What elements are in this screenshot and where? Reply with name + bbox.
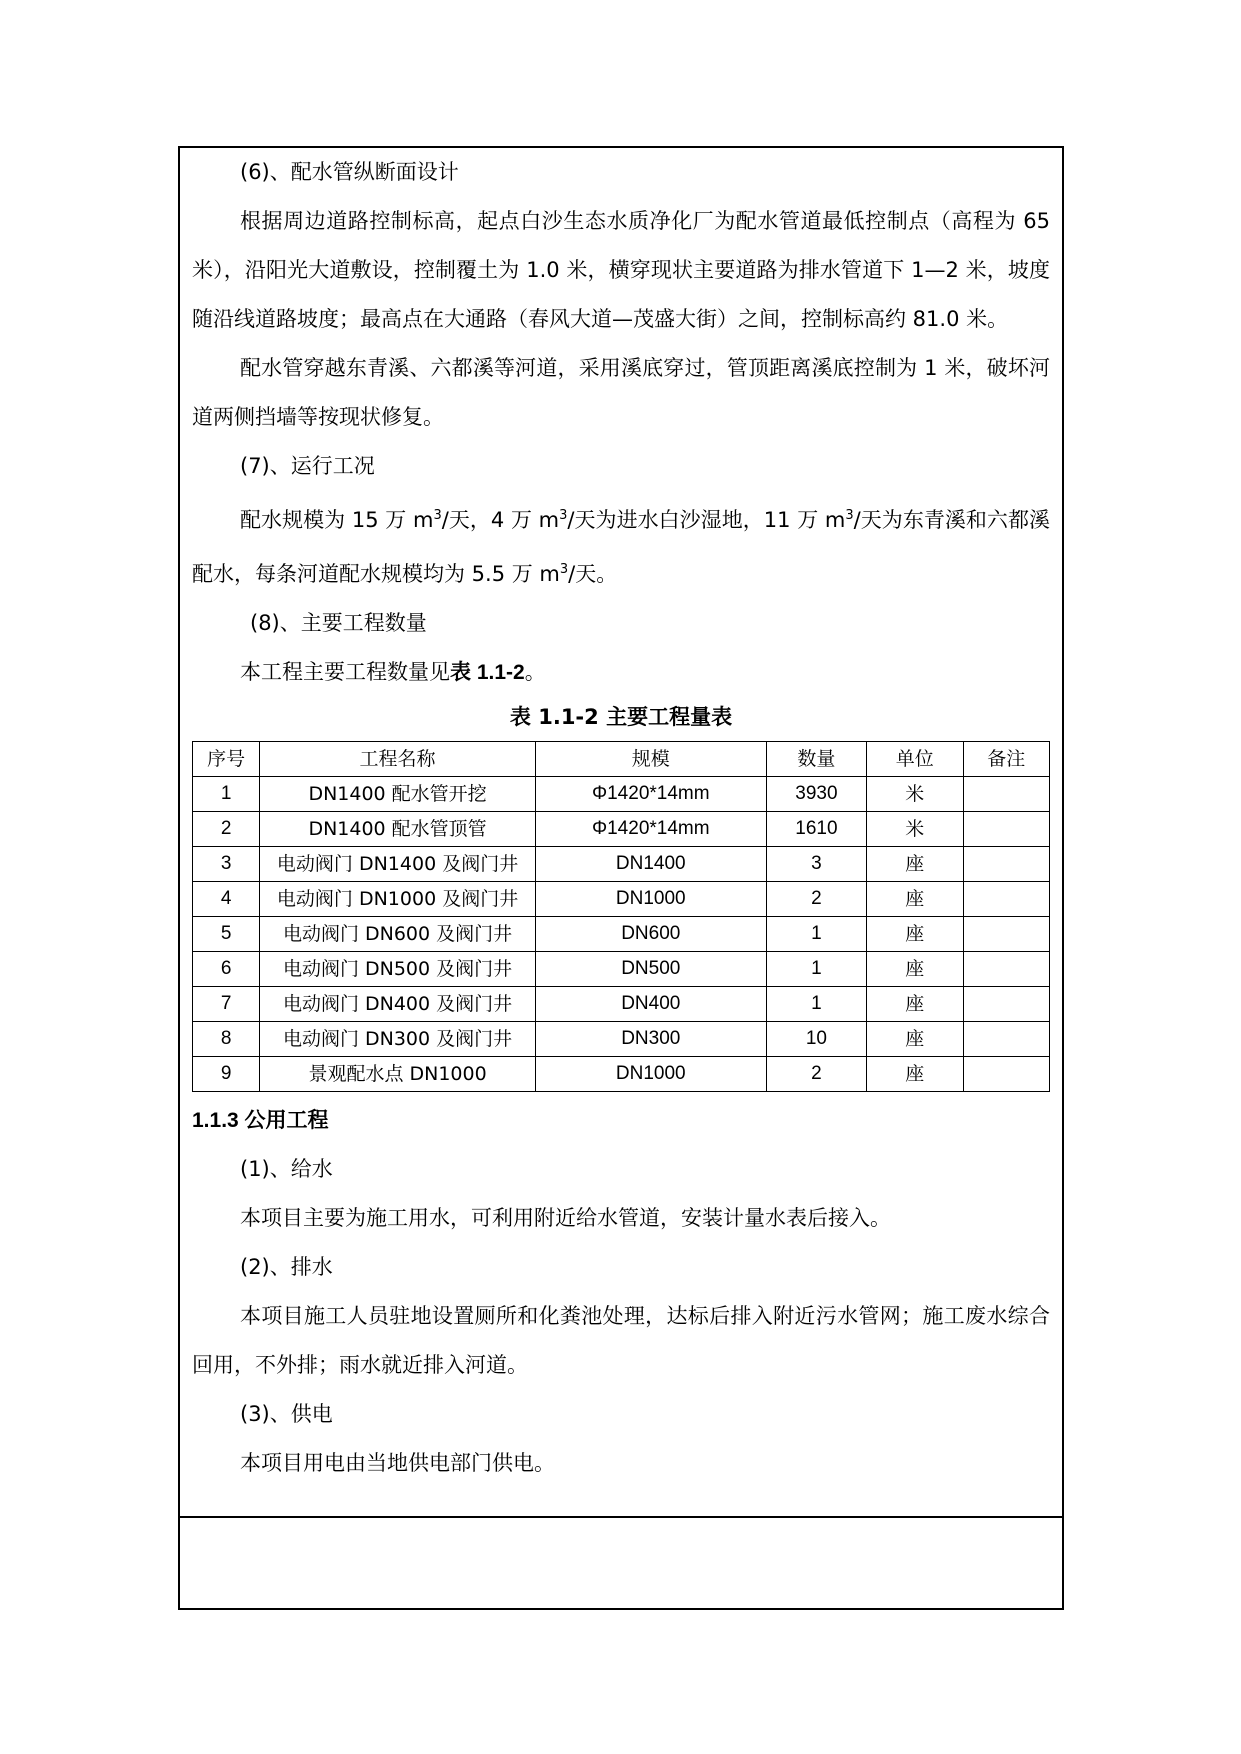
section-item-text: 本项目施工人员驻地设置厕所和化粪池处理，达标后排入附近污水管网；施工废水综合回用，不外排；雨水就近排入河道。	[192, 1304, 1050, 1377]
cell-unit: 座	[867, 1022, 963, 1057]
cell-quantity: 2	[766, 882, 866, 917]
cell-remarks	[963, 917, 1049, 952]
cell-remarks	[963, 1022, 1049, 1057]
cell-spec: Φ1420*14mm	[535, 777, 766, 812]
cell-name: 电动阀门 DN300 及阀门井	[260, 1022, 536, 1057]
p7-part1: 配水规模为 15 万 m	[240, 508, 434, 532]
cell-name: DN1400 配水管顶管	[260, 812, 536, 847]
cell-remarks	[963, 777, 1049, 812]
section-item-heading: (1)、给水	[240, 1157, 333, 1181]
header-quantity: 数量	[766, 742, 866, 777]
cell-spec: DN400	[535, 987, 766, 1022]
cell-unit: 座	[867, 917, 963, 952]
heading-6: (6)、配水管纵断面设计	[240, 160, 459, 184]
cell-spec: Φ1420*14mm	[535, 812, 766, 847]
table-header-row	[193, 742, 1050, 777]
section-item-text: 本项目用电由当地供电部门供电。	[240, 1451, 555, 1475]
p7-sup1: 3	[433, 508, 442, 523]
paragraph-8	[192, 648, 1050, 697]
cell-unit: 米	[867, 777, 963, 812]
cell-index: 9	[193, 1057, 260, 1092]
cell-name: DN1400 配水管开挖	[260, 777, 536, 812]
cell-name: 电动阀门 DN1400 及阀门井	[260, 847, 536, 882]
section-title: 1.1.3 公用工程	[192, 1109, 329, 1132]
cell-index: 6	[193, 952, 260, 987]
cell-unit: 米	[867, 812, 963, 847]
cell-name: 电动阀门 DN500 及阀门井	[260, 952, 536, 987]
table-row	[193, 952, 1050, 987]
section-item-text: 本项目主要为施工用水，可利用附近给水管道，安装计量水表后接入。	[240, 1206, 891, 1230]
section-item-heading: (3)、供电	[240, 1402, 333, 1426]
cell-quantity: 1	[766, 952, 866, 987]
cell-spec: DN1000	[535, 1057, 766, 1092]
table-row	[193, 777, 1050, 812]
cell-index: 7	[193, 987, 260, 1022]
cell-spec: DN300	[535, 1022, 766, 1057]
header-spec: 规模	[535, 742, 766, 777]
p7-part3: /天为进水白沙湿地，11 万 m	[567, 508, 846, 532]
cell-name: 电动阀门 DN600 及阀门井	[260, 917, 536, 952]
cell-spec: DN1400	[535, 847, 766, 882]
document-content	[192, 148, 1050, 1488]
p7-part5: /天。	[568, 562, 618, 586]
table-row	[193, 987, 1050, 1022]
cell-name: 景观配水点 DN1000	[260, 1057, 536, 1092]
cell-index: 3	[193, 847, 260, 882]
heading-7: (7)、运行工况	[240, 454, 375, 478]
table-row	[193, 847, 1050, 882]
table-row	[193, 1057, 1050, 1092]
p7-part2: /天，4 万 m	[441, 508, 560, 532]
cell-remarks	[963, 952, 1049, 987]
cell-unit: 座	[867, 882, 963, 917]
cell-remarks	[963, 987, 1049, 1022]
p8-prefix: 本工程主要工程数量见	[240, 660, 450, 684]
table-row	[193, 1022, 1050, 1057]
cell-quantity: 1	[766, 987, 866, 1022]
cell-remarks	[963, 882, 1049, 917]
cell-quantity: 1	[766, 917, 866, 952]
cell-unit: 座	[867, 1057, 963, 1092]
header-remarks: 备注	[963, 742, 1049, 777]
cell-spec: DN500	[535, 952, 766, 987]
document-frame	[178, 146, 1064, 1610]
header-name: 工程名称	[260, 742, 536, 777]
cell-unit: 座	[867, 987, 963, 1022]
paragraph-6a: 根据周边道路控制标高，起点白沙生态水质净化厂为配水管道最低控制点（高程为 65 米），沿阳光大道敷设，控制覆土为 1.0 米，横穿现状主要道路为排水管道下 1—2 米，坡度随沿线道路坡度；最高点在大通路（春风大道—茂盛大街）之间，控制标高约 81.0 米。	[192, 209, 1050, 331]
cell-index: 5	[193, 917, 260, 952]
paragraph-7	[192, 491, 1050, 599]
cell-quantity: 3	[766, 847, 866, 882]
p7-sup2: 3	[559, 508, 568, 523]
p7-sup4: 3	[559, 562, 569, 577]
heading-8: (8)、主要工程数量	[250, 611, 427, 635]
paragraph-6b: 配水管穿越东青溪、六都溪等河道，采用溪底穿过，管顶距离溪底控制为 1 米，破坏河道两侧挡墙等按现状修复。	[192, 356, 1050, 429]
cell-index: 1	[193, 777, 260, 812]
p7-part4: /天为东青溪和六都溪配水，每条河道配水规模均为 5.5 万 m	[192, 508, 1050, 586]
cell-unit: 座	[867, 952, 963, 987]
section-item-heading: (2)、排水	[240, 1255, 333, 1279]
cell-quantity: 10	[766, 1022, 866, 1057]
frame-divider	[180, 1516, 1062, 1518]
cell-quantity: 1610	[766, 812, 866, 847]
table-title: 表 1.1-2 主要工程量表	[509, 705, 733, 729]
cell-index: 2	[193, 812, 260, 847]
table-row	[193, 882, 1050, 917]
cell-spec: DN1000	[535, 882, 766, 917]
cell-index: 4	[193, 882, 260, 917]
cell-remarks	[963, 812, 1049, 847]
cell-name: 电动阀门 DN1000 及阀门井	[260, 882, 536, 917]
header-unit: 单位	[867, 742, 963, 777]
cell-name: 电动阀门 DN400 及阀门井	[260, 987, 536, 1022]
table-row	[193, 812, 1050, 847]
cell-remarks	[963, 847, 1049, 882]
table-row	[193, 917, 1050, 952]
cell-spec: DN600	[535, 917, 766, 952]
p8-suffix: 。	[524, 660, 546, 684]
cell-index: 8	[193, 1022, 260, 1057]
p7-sup3: 3	[845, 508, 854, 523]
cell-remarks	[963, 1057, 1049, 1092]
cell-unit: 座	[867, 847, 963, 882]
quantity-table	[192, 741, 1050, 1092]
header-index: 序号	[193, 742, 260, 777]
table-reference: 表 1.1-2	[450, 661, 525, 684]
cell-quantity: 3930	[766, 777, 866, 812]
cell-quantity: 2	[766, 1057, 866, 1092]
